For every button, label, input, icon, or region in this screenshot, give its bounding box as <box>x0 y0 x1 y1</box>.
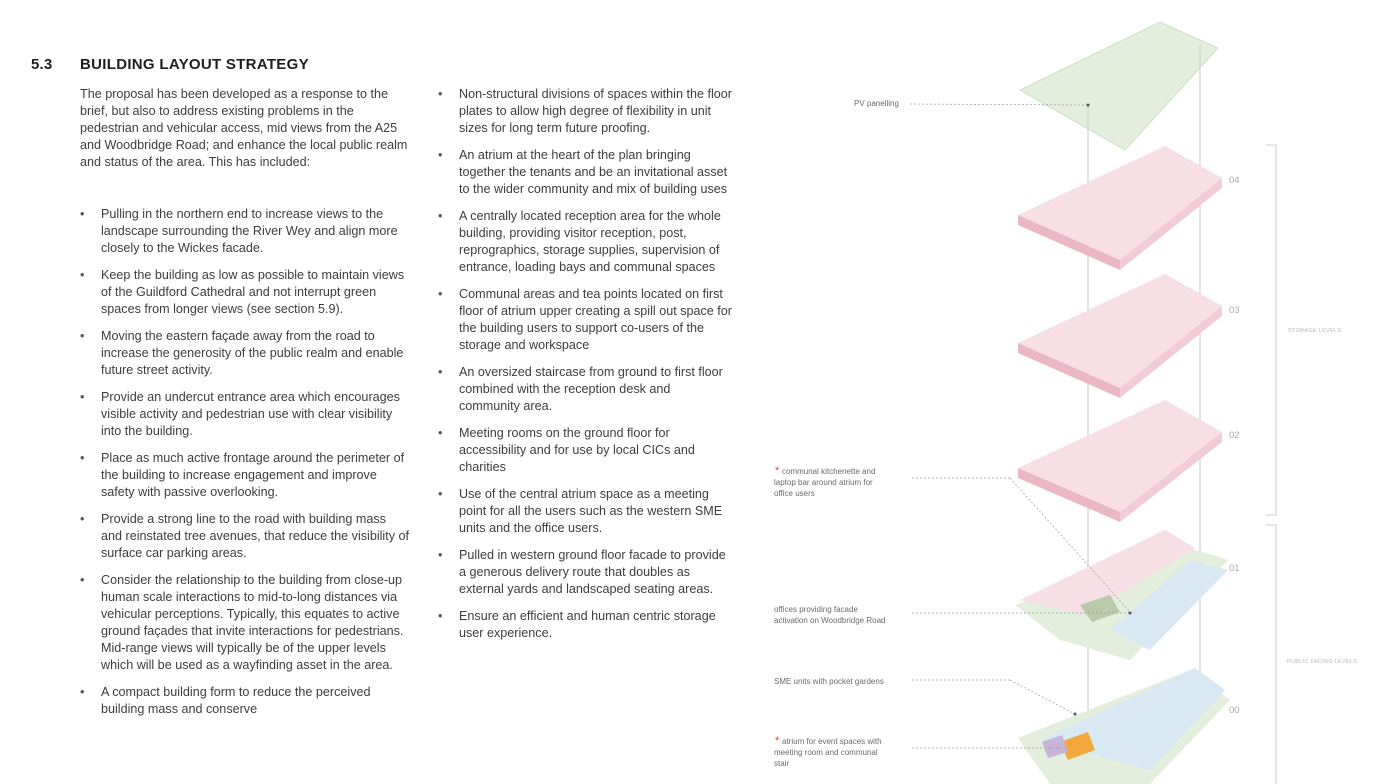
offices-label-line1: offices providing facade <box>774 605 858 614</box>
kitchenette-label-line1: communal kitchenette and <box>782 467 876 476</box>
highlight-marker-icon: * <box>775 735 780 747</box>
bullet-icon: • <box>438 487 443 501</box>
bullet-icon: • <box>438 426 443 440</box>
highlight-marker-icon: * <box>775 465 780 477</box>
level-label-01: 01 <box>1229 563 1240 574</box>
list-item: • Communal areas and tea points located on first floor of atrium upper creating a spill out space for the building users to support co-users of the storage and workspace <box>438 287 733 352</box>
list-item: • An atrium at the heart of the plan bringing together the tenants and be an invitational asset to the wider community and mix of building uses <box>438 148 728 196</box>
list-item: • A compact building form to reduce the perceived building mass and conserve <box>80 685 371 716</box>
list-item: • Consider the relationship to the building from close-up human scale interactions to mid-to-long distances via vehicular perceptions. Typically, this equates to active ground façades that invite interactions for pedestrians. Mid-range views will typically be of the upper levels which will be used as a wayfinding asset in the area. <box>80 573 404 672</box>
bullet-icon: • <box>438 148 443 162</box>
bullet-icon: • <box>80 573 85 587</box>
level-label-03: 03 <box>1229 305 1240 316</box>
bullet-icon: • <box>80 512 85 526</box>
level-label-00: 00 <box>1229 705 1240 716</box>
kitchenette-label-line2: laptop bar around atrium for <box>774 478 873 487</box>
bullet-icon: • <box>438 287 443 301</box>
list-item: • Use of the central atrium space as a meeting point for all the users such as the western SME units and the office users. <box>438 487 723 535</box>
public-levels-label: PUBLIC FACING LEVELS <box>1287 659 1358 665</box>
list-item: • Keep the building as low as possible to maintain views of the Guildford Cathedral and not interrupt green spaces from longer views (see section 5.9). <box>80 268 405 316</box>
level-label-02: 02 <box>1229 430 1240 441</box>
bullet-icon: • <box>80 207 85 221</box>
bullet-icon: • <box>80 390 85 404</box>
atrium-label-line3: stair <box>774 759 790 768</box>
atrium-label-line1: atrium for event spaces with <box>782 737 882 746</box>
section-title: BUILDING LAYOUT STRATEGY <box>80 56 309 73</box>
section-number: 5.3 <box>31 56 53 73</box>
public-bracket <box>1266 525 1276 784</box>
storage-bracket <box>1266 145 1276 515</box>
leader-dot <box>1129 612 1132 615</box>
strategy-list-left <box>80 206 410 728</box>
intro-paragraph: The proposal has been developed as a response to the brief, but also to address existing problems in the pedestrian and vehicular access, mid views from the A25 and Woodbridge Road; and enhance the local public realm and status of the area. This has included: <box>80 87 408 169</box>
list-item: • Moving the eastern façade away from the road to increase the generosity of the public realm and enable future street activity. <box>80 329 404 377</box>
sme-units-label: SME units with pocket gardens <box>774 677 884 686</box>
atrium-label-line2: meeting room and communal <box>774 748 878 757</box>
list-item: • Provide a strong line to the road with building mass and reinstated tree avenues, that reduce the visibility of surface car parking areas. <box>80 512 410 560</box>
bullet-icon: • <box>80 451 85 465</box>
list-item: • An oversized staircase from ground to first floor combined with the reception desk and community area. <box>438 365 723 413</box>
list-item: • Pulled in western ground floor facade to provide a generous delivery route that doubles as external yards and landscaped seating areas. <box>438 548 726 596</box>
bullet-icon: • <box>80 268 85 282</box>
bullet-icon: • <box>438 365 443 379</box>
pv-panelling-label: PV panelling <box>854 99 899 108</box>
bullet-icon: • <box>438 87 443 101</box>
bullet-icon: • <box>438 609 443 623</box>
offices-label-line2: activation on Woodbridge Road <box>774 616 886 625</box>
leader-dot <box>1074 713 1077 716</box>
pv-roof-plate <box>1020 22 1218 150</box>
bullet-icon: • <box>438 209 443 223</box>
list-item: • A centrally located reception area for the whole building, providing visitor reception, post, reprographics, storage supplies, supervision of entrance, loading bays and communal spaces <box>438 209 721 274</box>
list-item: • Meeting rooms on the ground floor for accessibility and for use by local CICs and charities <box>438 426 695 474</box>
storage-levels-label: STORAGE LEVELS <box>1288 328 1342 334</box>
leader-dot <box>1087 104 1090 107</box>
strategy-list-right <box>438 86 734 652</box>
kitchenette-label-line3: office users <box>774 489 815 498</box>
list-item: • Ensure an efficient and human centric storage user experience. <box>438 609 716 640</box>
exploded-axonometric-diagram <box>740 0 1394 784</box>
list-item: • Non-structural divisions of spaces within the floor plates to allow high degree of flexibility in unit sizes for long term future proofing. <box>438 87 732 135</box>
bullet-icon: • <box>80 329 85 343</box>
list-item: • Pulling in the northern end to increase views to the landscape surrounding the River Wey and align more closely to the Wickes facade. <box>80 207 398 255</box>
leader-line <box>1010 680 1075 714</box>
bullet-icon: • <box>80 685 85 699</box>
level-label-04: 04 <box>1229 175 1240 186</box>
list-item: • Provide an undercut entrance area which encourages visible activity and pedestrian use with clear visibility into the building. <box>80 390 400 438</box>
list-item: • Place as much active frontage around the perimeter of the building to increase engagement and improve safety with passive overlooking. <box>80 451 405 499</box>
bullet-icon: • <box>438 548 443 562</box>
